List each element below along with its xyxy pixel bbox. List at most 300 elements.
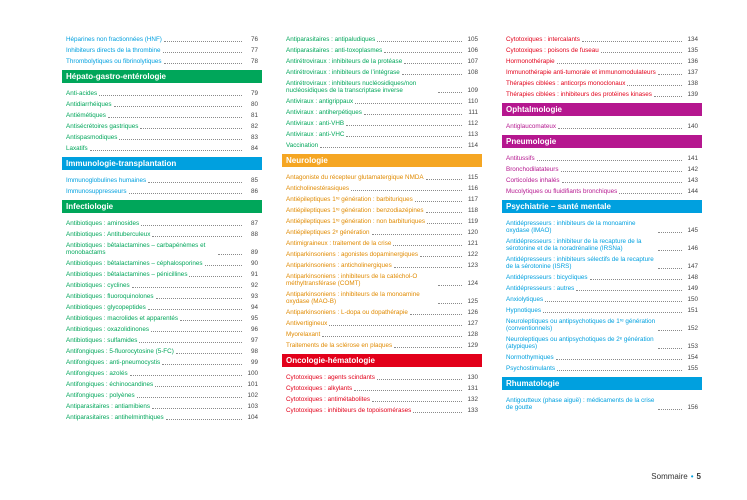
toc-entry[interactable]	[506, 56, 698, 67]
toc-entry-title: Antiviraux : antiherpétiques	[286, 109, 362, 116]
toc-entry-page: 145	[687, 227, 698, 234]
toc-entry-title: Antibiotiques : bêtalactamines – pénicillines	[66, 271, 188, 278]
toc-leader-dots	[658, 70, 682, 75]
toc-entry-title: Antidépresseurs : autres	[506, 285, 575, 292]
toc-leader-dots	[415, 197, 462, 202]
toc-leader-dots	[438, 281, 462, 286]
toc-entry-page: 134	[687, 36, 698, 43]
toc-entry-page: 100	[247, 370, 258, 377]
toc-entry-page: 130	[467, 374, 478, 381]
toc-entry-title: Antibiotiques : macrolides et apparentés	[66, 315, 179, 322]
toc-entry-title: Antibiotiques : aminosides	[66, 220, 140, 227]
toc-entry[interactable]	[506, 363, 698, 374]
toc-leader-dots	[351, 186, 462, 191]
toc-entry-page: 80	[250, 101, 258, 108]
toc-entry[interactable]	[506, 175, 698, 186]
toc-entry-page: 132	[467, 396, 478, 403]
toc-entry-page: 93	[250, 293, 258, 300]
toc-leader-dots	[372, 230, 462, 235]
toc-entry-page: 136	[687, 58, 698, 65]
toc-entry-page: 112	[467, 120, 478, 127]
toc-leader-dots	[426, 208, 462, 213]
toc-entry-title: Cytotoxiques : intercalants	[506, 36, 580, 43]
toc-entry-page: 155	[687, 365, 698, 372]
toc-entry[interactable]	[286, 67, 478, 78]
toc-entry-title: Antiépileptiques 1ʳᵉ génération : non barbituriques	[286, 218, 425, 225]
toc-entry-page: 99	[250, 359, 258, 366]
toc-leader-dots	[354, 386, 462, 391]
toc-entry-title: Antirétroviraux : inhibiteurs de la protéase	[286, 58, 403, 65]
toc-entry-page: 85	[250, 177, 258, 184]
toc-entry-page: 127	[467, 320, 478, 327]
toc-entry[interactable]	[286, 271, 478, 289]
toc-entry[interactable]	[286, 216, 478, 227]
toc-entry[interactable]	[506, 316, 698, 334]
toc-entry[interactable]	[506, 218, 698, 236]
section-heading: Infectiologie	[62, 200, 262, 213]
toc-entry[interactable]	[286, 405, 478, 416]
toc-entry-title: Antimigraineux : traitement de la crise	[286, 240, 392, 247]
toc-entry-title: Immunothérapie anti-tumorale et immunomodulateurs	[506, 69, 656, 76]
toc-leader-dots	[99, 91, 242, 96]
toc-leader-dots	[164, 37, 242, 42]
toc-entry-page: 149	[687, 285, 698, 292]
toc-entry-page: 95	[250, 315, 258, 322]
toc-leader-dots	[562, 178, 682, 183]
toc-entry-page: 154	[687, 354, 698, 361]
toc-entry[interactable]	[66, 291, 258, 302]
toc-entry-page: 140	[687, 123, 698, 130]
toc-entry-page: 156	[687, 404, 698, 411]
toc-entry[interactable]	[286, 289, 478, 307]
toc-entry[interactable]	[506, 67, 698, 78]
toc-entry-title: Hypnotiques	[506, 307, 542, 314]
toc-leader-dots	[601, 48, 682, 53]
toc-leader-dots	[413, 408, 462, 413]
toc-leader-dots	[402, 70, 462, 75]
toc-entry[interactable]	[66, 110, 258, 121]
toc-entry-page: 98	[250, 348, 258, 355]
toc-entry-title: Antiparasitaires : antihelminthiques	[66, 414, 164, 421]
footer-bullet-icon: •	[690, 472, 694, 481]
toc-entry-page: 142	[687, 166, 698, 173]
toc-entry[interactable]	[506, 78, 698, 89]
toc-leader-dots	[139, 338, 242, 343]
toc-entry-page: 143	[687, 177, 698, 184]
toc-leader-dots	[130, 371, 242, 376]
toc-leader-dots	[329, 321, 462, 326]
toc-entry-page: 131	[467, 385, 478, 392]
toc-column-3	[506, 34, 698, 413]
toc-leader-dots	[166, 415, 242, 420]
toc-entry[interactable]	[286, 340, 478, 351]
toc-entry-title: Psychostimulants	[506, 365, 555, 372]
toc-entry[interactable]	[506, 236, 698, 254]
toc-leader-dots	[582, 37, 682, 42]
toc-entry-page: 86	[250, 188, 258, 195]
toc-leader-dots	[627, 81, 682, 86]
toc-leader-dots	[426, 175, 462, 180]
toc-entry[interactable]	[66, 88, 258, 99]
toc-entry[interactable]	[66, 390, 258, 401]
toc-entry-page: 116	[467, 185, 478, 192]
page-footer	[651, 472, 701, 481]
toc-leader-dots	[394, 343, 462, 348]
toc-entry-page: 123	[467, 262, 478, 269]
toc-entry[interactable]	[506, 352, 698, 363]
toc-entry[interactable]	[506, 294, 698, 305]
toc-entry-title: Antibiotiques : fluoroquinolones	[66, 293, 154, 300]
toc-leader-dots	[438, 88, 462, 93]
toc-entry[interactable]	[286, 34, 478, 45]
toc-entry-title: Héparines non fractionnées (HNF)	[66, 36, 162, 43]
toc-entry-title: Antisécrétoires gastriques	[66, 123, 139, 130]
section-heading: Pneumologie	[502, 135, 702, 148]
toc-entry-page: 97	[250, 337, 258, 344]
toc-entry[interactable]	[66, 99, 258, 110]
toc-leader-dots	[558, 124, 682, 129]
toc-leader-dots	[576, 286, 682, 291]
toc-entry[interactable]	[66, 175, 258, 186]
toc-entry-title: Hormonothérapie	[506, 58, 555, 65]
toc-entry-page: 89	[250, 249, 258, 256]
toc-leader-dots	[163, 48, 242, 53]
toc-entry[interactable]	[286, 394, 478, 405]
toc-entry-title: Cytotoxiques : alkylants	[286, 385, 353, 392]
toc-entry-title: Antiviraux : antigrippaux	[286, 98, 354, 105]
toc-leader-dots	[346, 121, 462, 126]
toc-entry-page: 92	[250, 282, 258, 289]
toc-entry-title: Myorelaxant	[286, 331, 321, 338]
toc-entry[interactable]	[66, 368, 258, 379]
toc-entry-title: Antiparasitaires : anti-toxoplasmes	[286, 47, 383, 54]
toc-entry[interactable]	[66, 121, 258, 132]
toc-entry[interactable]	[286, 329, 478, 340]
toc-entry[interactable]	[66, 269, 258, 280]
footer-label: Sommaire	[651, 472, 688, 481]
toc-entry-page: 113	[467, 131, 478, 138]
toc-entry-page: 150	[687, 296, 698, 303]
toc-entry-page: 105	[467, 36, 478, 43]
toc-entry-title: Antiépileptiques 2ᵉ génération	[286, 229, 370, 236]
toc-entry[interactable]	[286, 307, 478, 318]
toc-leader-dots	[141, 221, 242, 226]
toc-leader-dots	[658, 264, 682, 269]
toc-entry-title: Antibiotiques : cyclines	[66, 282, 130, 289]
toc-column-1	[66, 34, 258, 423]
toc-entry[interactable]	[286, 205, 478, 216]
toc-entry-page: 77	[250, 47, 258, 54]
toc-entry-page: 79	[250, 90, 258, 97]
toc-leader-dots	[561, 167, 682, 172]
toc-leader-dots	[410, 310, 462, 315]
toc-entry-title: Anxiolytiques	[506, 296, 544, 303]
toc-entry-title: Antibiotiques : sulfamides	[66, 337, 138, 344]
toc-leader-dots	[556, 355, 682, 360]
toc-leader-dots	[372, 397, 462, 402]
toc-entry[interactable]	[66, 229, 258, 240]
toc-entry[interactable]	[66, 324, 258, 335]
toc-entry-title: Anti-acides	[66, 90, 98, 97]
toc-entry-page: 87	[250, 220, 258, 227]
toc-entry[interactable]	[286, 118, 478, 129]
toc-leader-dots	[148, 305, 242, 310]
toc-entry[interactable]	[66, 280, 258, 291]
toc-entry-title: Neuroleptiques ou antipsychotiques de 1ʳᵉ génération (conventionnels)	[506, 318, 656, 332]
toc-entry[interactable]	[286, 238, 478, 249]
toc-leader-dots	[420, 252, 462, 257]
toc-leader-dots	[658, 344, 682, 349]
toc-entry[interactable]	[66, 357, 258, 368]
toc-entry[interactable]	[66, 56, 258, 67]
toc-entry-title: Cytotoxiques : poisons de fuseau	[506, 47, 599, 54]
toc-leader-dots	[590, 275, 682, 280]
toc-leader-dots	[114, 102, 242, 107]
toc-entry-page: 141	[687, 155, 698, 162]
toc-entry[interactable]	[286, 96, 478, 107]
toc-entry-page: 117	[467, 196, 478, 203]
toc-entry-title: Antiparkinsoniens : L-dopa ou dopathérapie	[286, 309, 408, 316]
toc-entry-page: 138	[687, 80, 698, 87]
toc-entry-title: Vaccination	[286, 142, 319, 149]
toc-entry-page: 82	[250, 123, 258, 130]
toc-entry-page: 129	[467, 342, 478, 349]
toc-entry-page: 76	[250, 36, 258, 43]
toc-leader-dots	[393, 241, 462, 246]
toc-entry[interactable]	[66, 313, 258, 324]
toc-entry[interactable]	[506, 334, 698, 352]
toc-entry-page: 110	[467, 98, 478, 105]
toc-entry-page: 135	[687, 47, 698, 54]
toc-entry[interactable]	[66, 401, 258, 412]
toc-entry[interactable]	[286, 249, 478, 260]
toc-leader-dots	[189, 272, 242, 277]
toc-entry-page: 125	[467, 298, 478, 305]
toc-entry-page: 101	[247, 381, 258, 388]
toc-entry[interactable]	[286, 107, 478, 118]
toc-entry[interactable]	[286, 227, 478, 238]
toc-leader-dots	[557, 59, 682, 64]
toc-entry-title: Antiémétiques	[66, 112, 106, 119]
section-heading: Neurologie	[282, 154, 482, 167]
toc-entry-title: Thrombolytiques ou fibrinolytiques	[66, 58, 162, 65]
toc-entry-title: Corticoïdes inhalés	[506, 177, 560, 184]
toc-leader-dots	[545, 297, 682, 302]
toc-entry[interactable]	[66, 34, 258, 45]
toc-entry[interactable]	[506, 254, 698, 272]
toc-entry-page: 146	[687, 245, 698, 252]
toc-entry-title: Antiglaucomateux	[506, 123, 557, 130]
toc-entry-page: 153	[687, 343, 698, 350]
toc-entry-page: 91	[250, 271, 258, 278]
section-heading: Hépato-gastro-entérologie	[62, 70, 262, 83]
toc-entry-title: Antiparasitaires : antiamibiens	[66, 403, 150, 410]
toc-entry-page: 94	[250, 304, 258, 311]
toc-entry-title: Neuroleptiques ou antipsychotiques de 2ᵉ génération (atypiques)	[506, 336, 654, 350]
toc-entry[interactable]	[286, 129, 478, 140]
toc-entry-title: Antidépresseurs : bicycliques	[506, 274, 588, 281]
toc-entry[interactable]	[506, 89, 698, 100]
toc-entry[interactable]	[286, 56, 478, 67]
toc-entry-title: Antibiotiques : oxazolidinones	[66, 326, 149, 333]
toc-entry[interactable]	[506, 186, 698, 197]
toc-entry[interactable]	[286, 140, 478, 151]
toc-leader-dots	[654, 92, 682, 97]
toc-entry-title: Cytotoxiques : inhibiteurs de topoisomérases	[286, 407, 412, 414]
toc-entry-page: 137	[687, 69, 698, 76]
toc-entry[interactable]	[286, 260, 478, 271]
toc-entry-page: 122	[467, 251, 478, 258]
toc-entry-title: Antiparkinsoniens : inhibiteurs de la catéchol-O méthyltransférase (COMT)	[286, 273, 418, 287]
toc-entry-title: Antidépresseurs : inhibiteurs de la monoamine oxydase (IMAO)	[506, 220, 636, 234]
toc-entry[interactable]	[506, 305, 698, 316]
toc-entry[interactable]	[286, 372, 478, 383]
toc-leader-dots	[355, 99, 462, 104]
toc-entry-title: Inhibiteurs directs de la thrombine	[66, 47, 161, 54]
toc-entry[interactable]	[286, 78, 478, 96]
toc-leader-dots	[537, 156, 682, 161]
toc-entry-page: 152	[687, 325, 698, 332]
toc-entry-page: 96	[250, 326, 258, 333]
toc-entry[interactable]	[66, 132, 258, 143]
toc-entry-page: 84	[250, 145, 258, 152]
toc-entry-title: Antibiotiques : bêtalactamines – céphalosporines	[66, 260, 203, 267]
toc-entry-title: Cytotoxiques : antimétabolites	[286, 396, 371, 403]
toc-entry[interactable]	[506, 164, 698, 175]
toc-leader-dots	[320, 143, 462, 148]
toc-entry-title: Antifongiques : 5-fluorocytosine (5-FC)	[66, 348, 174, 355]
toc-entry-page: 88	[250, 231, 258, 238]
toc-leader-dots	[658, 246, 682, 251]
toc-entry[interactable]	[66, 218, 258, 229]
toc-entry[interactable]	[286, 383, 478, 394]
toc-leader-dots	[108, 113, 242, 118]
toc-entry-page: 151	[687, 307, 698, 314]
toc-leader-dots	[404, 59, 462, 64]
toc-entry-page: 104	[247, 414, 258, 421]
toc-entry-title: Antiparkinsoniens : agonistes dopaminergiques	[286, 251, 418, 258]
footer-page-number: 5	[696, 472, 701, 481]
toc-entry-title: Antirétroviraux : inhibiteurs nucléosidiques/non nucléosidiques de la transcriptase inverse	[286, 80, 417, 94]
toc-entry[interactable]	[66, 258, 258, 269]
toc-entry[interactable]	[506, 153, 698, 164]
section-heading: Ophtalmologie	[502, 103, 702, 116]
toc-entry[interactable]	[506, 45, 698, 56]
toc-entry-page: 111	[468, 109, 478, 116]
toc-entry[interactable]	[66, 379, 258, 390]
toc-column-2	[286, 34, 478, 416]
toc-entry[interactable]	[506, 272, 698, 283]
toc-entry-title: Cytotoxiques : agents scindants	[286, 374, 375, 381]
toc-entry-title: Antivertigineux	[286, 320, 328, 327]
toc-entry-page: 121	[467, 240, 478, 247]
toc-entry[interactable]	[506, 34, 698, 45]
toc-entry-page: 81	[250, 112, 258, 119]
toc-entry[interactable]	[506, 395, 698, 413]
toc-entry-title: Antifongiques : anti-pneumocystis	[66, 359, 161, 366]
toc-entry[interactable]	[286, 318, 478, 329]
toc-entry-page: 107	[467, 58, 478, 65]
toc-leader-dots	[658, 326, 682, 331]
toc-entry-title: Immunoglobulines humaines	[66, 177, 147, 184]
toc-entry-page: 90	[250, 260, 258, 267]
toc-entry[interactable]	[66, 240, 258, 258]
toc-entry[interactable]	[66, 346, 258, 357]
toc-leader-dots	[543, 308, 682, 313]
toc-entry[interactable]	[286, 194, 478, 205]
toc-entry-title: Antifongiques : polyènes	[66, 392, 135, 399]
toc-leader-dots	[346, 132, 462, 137]
toc-leader-dots	[205, 261, 242, 266]
toc-entry[interactable]	[66, 143, 258, 154]
toc-entry[interactable]	[286, 45, 478, 56]
toc-leader-dots	[140, 124, 242, 129]
toc-leader-dots	[155, 382, 242, 387]
toc-entry-title: Antibiotiques : bêtalactamines – carbapénèmes et monobactams	[66, 242, 206, 256]
toc-entry[interactable]	[66, 412, 258, 423]
toc-entry-page: 114	[467, 142, 478, 149]
toc-entry[interactable]	[286, 183, 478, 194]
toc-leader-dots	[658, 228, 682, 233]
toc-leader-dots	[218, 250, 242, 255]
toc-entry-title: Anticholinestérasiques	[286, 185, 350, 192]
toc-entry-title: Mucolytiques ou fluidifiants bronchiques	[506, 188, 618, 195]
toc-leader-dots	[377, 37, 462, 42]
section-heading: Immunologie-transplantation	[62, 157, 262, 170]
toc-leader-dots	[658, 405, 682, 410]
toc-entry-title: Antigoutteux (phase aiguë) : médicaments de la crise de goutte	[506, 397, 655, 411]
toc-entry-title: Antiparkinsoniens : inhibiteurs de la monoamine oxydase (MAO-B)	[286, 291, 420, 305]
toc-entry-title: Antiviraux : anti-VHB	[286, 120, 345, 127]
toc-leader-dots	[90, 146, 242, 151]
toc-entry-page: 119	[467, 218, 478, 225]
toc-leader-dots	[164, 59, 242, 64]
section-heading: Oncologie-hématologie	[282, 354, 482, 367]
toc-entry[interactable]	[66, 45, 258, 56]
toc-entry[interactable]	[66, 186, 258, 197]
toc-entry[interactable]	[66, 335, 258, 346]
toc-entry-title: Antiépileptiques 1ʳᵉ génération : barbituriques	[286, 196, 413, 203]
toc-entry-title: Normothymiques	[506, 354, 554, 361]
toc-entry-page: 144	[687, 188, 698, 195]
toc-entry[interactable]	[66, 302, 258, 313]
toc-leader-dots	[162, 360, 242, 365]
toc-entry-title: Traitements de la sclérose en plaques	[286, 342, 393, 349]
toc-entry-title: Antagoniste du récepteur glutamatergique NMDA	[286, 174, 424, 181]
toc-entry[interactable]	[286, 172, 478, 183]
toc-entry-title: Antirétroviraux : inhibiteurs de l’intégrase	[286, 69, 400, 76]
toc-entry-page: 115	[467, 174, 478, 181]
toc-entry-title: Thérapies ciblées : inhibiteurs des protéines kinases	[506, 91, 652, 98]
toc-entry-page: 106	[467, 47, 478, 54]
toc-entry-title: Thérapies ciblées : anticorps monoclonaux	[506, 80, 626, 87]
toc-leader-dots	[132, 283, 242, 288]
toc-entry-page: 109	[467, 87, 478, 94]
toc-entry-page: 108	[467, 69, 478, 76]
toc-leader-dots	[322, 332, 462, 337]
toc-entry-page: 128	[467, 331, 478, 338]
toc-entry[interactable]	[506, 121, 698, 132]
toc-entry-title: Antiparkinsoniens : anticholinergiques	[286, 262, 392, 269]
toc-entry-title: Antidépresseurs : inhibiteurs sélectifs de la recapture de la sérotonine (ISRS)	[506, 256, 654, 270]
toc-leader-dots	[427, 219, 462, 224]
toc-entry-title: Bronchodilatateurs	[506, 166, 559, 173]
section-heading: Psychiatrie – santé mentale	[502, 200, 702, 213]
toc-entry[interactable]	[506, 283, 698, 294]
toc-entry-title: Antidiarrhéiques	[66, 101, 112, 108]
toc-leader-dots	[180, 316, 242, 321]
toc-entry-page: 103	[247, 403, 258, 410]
